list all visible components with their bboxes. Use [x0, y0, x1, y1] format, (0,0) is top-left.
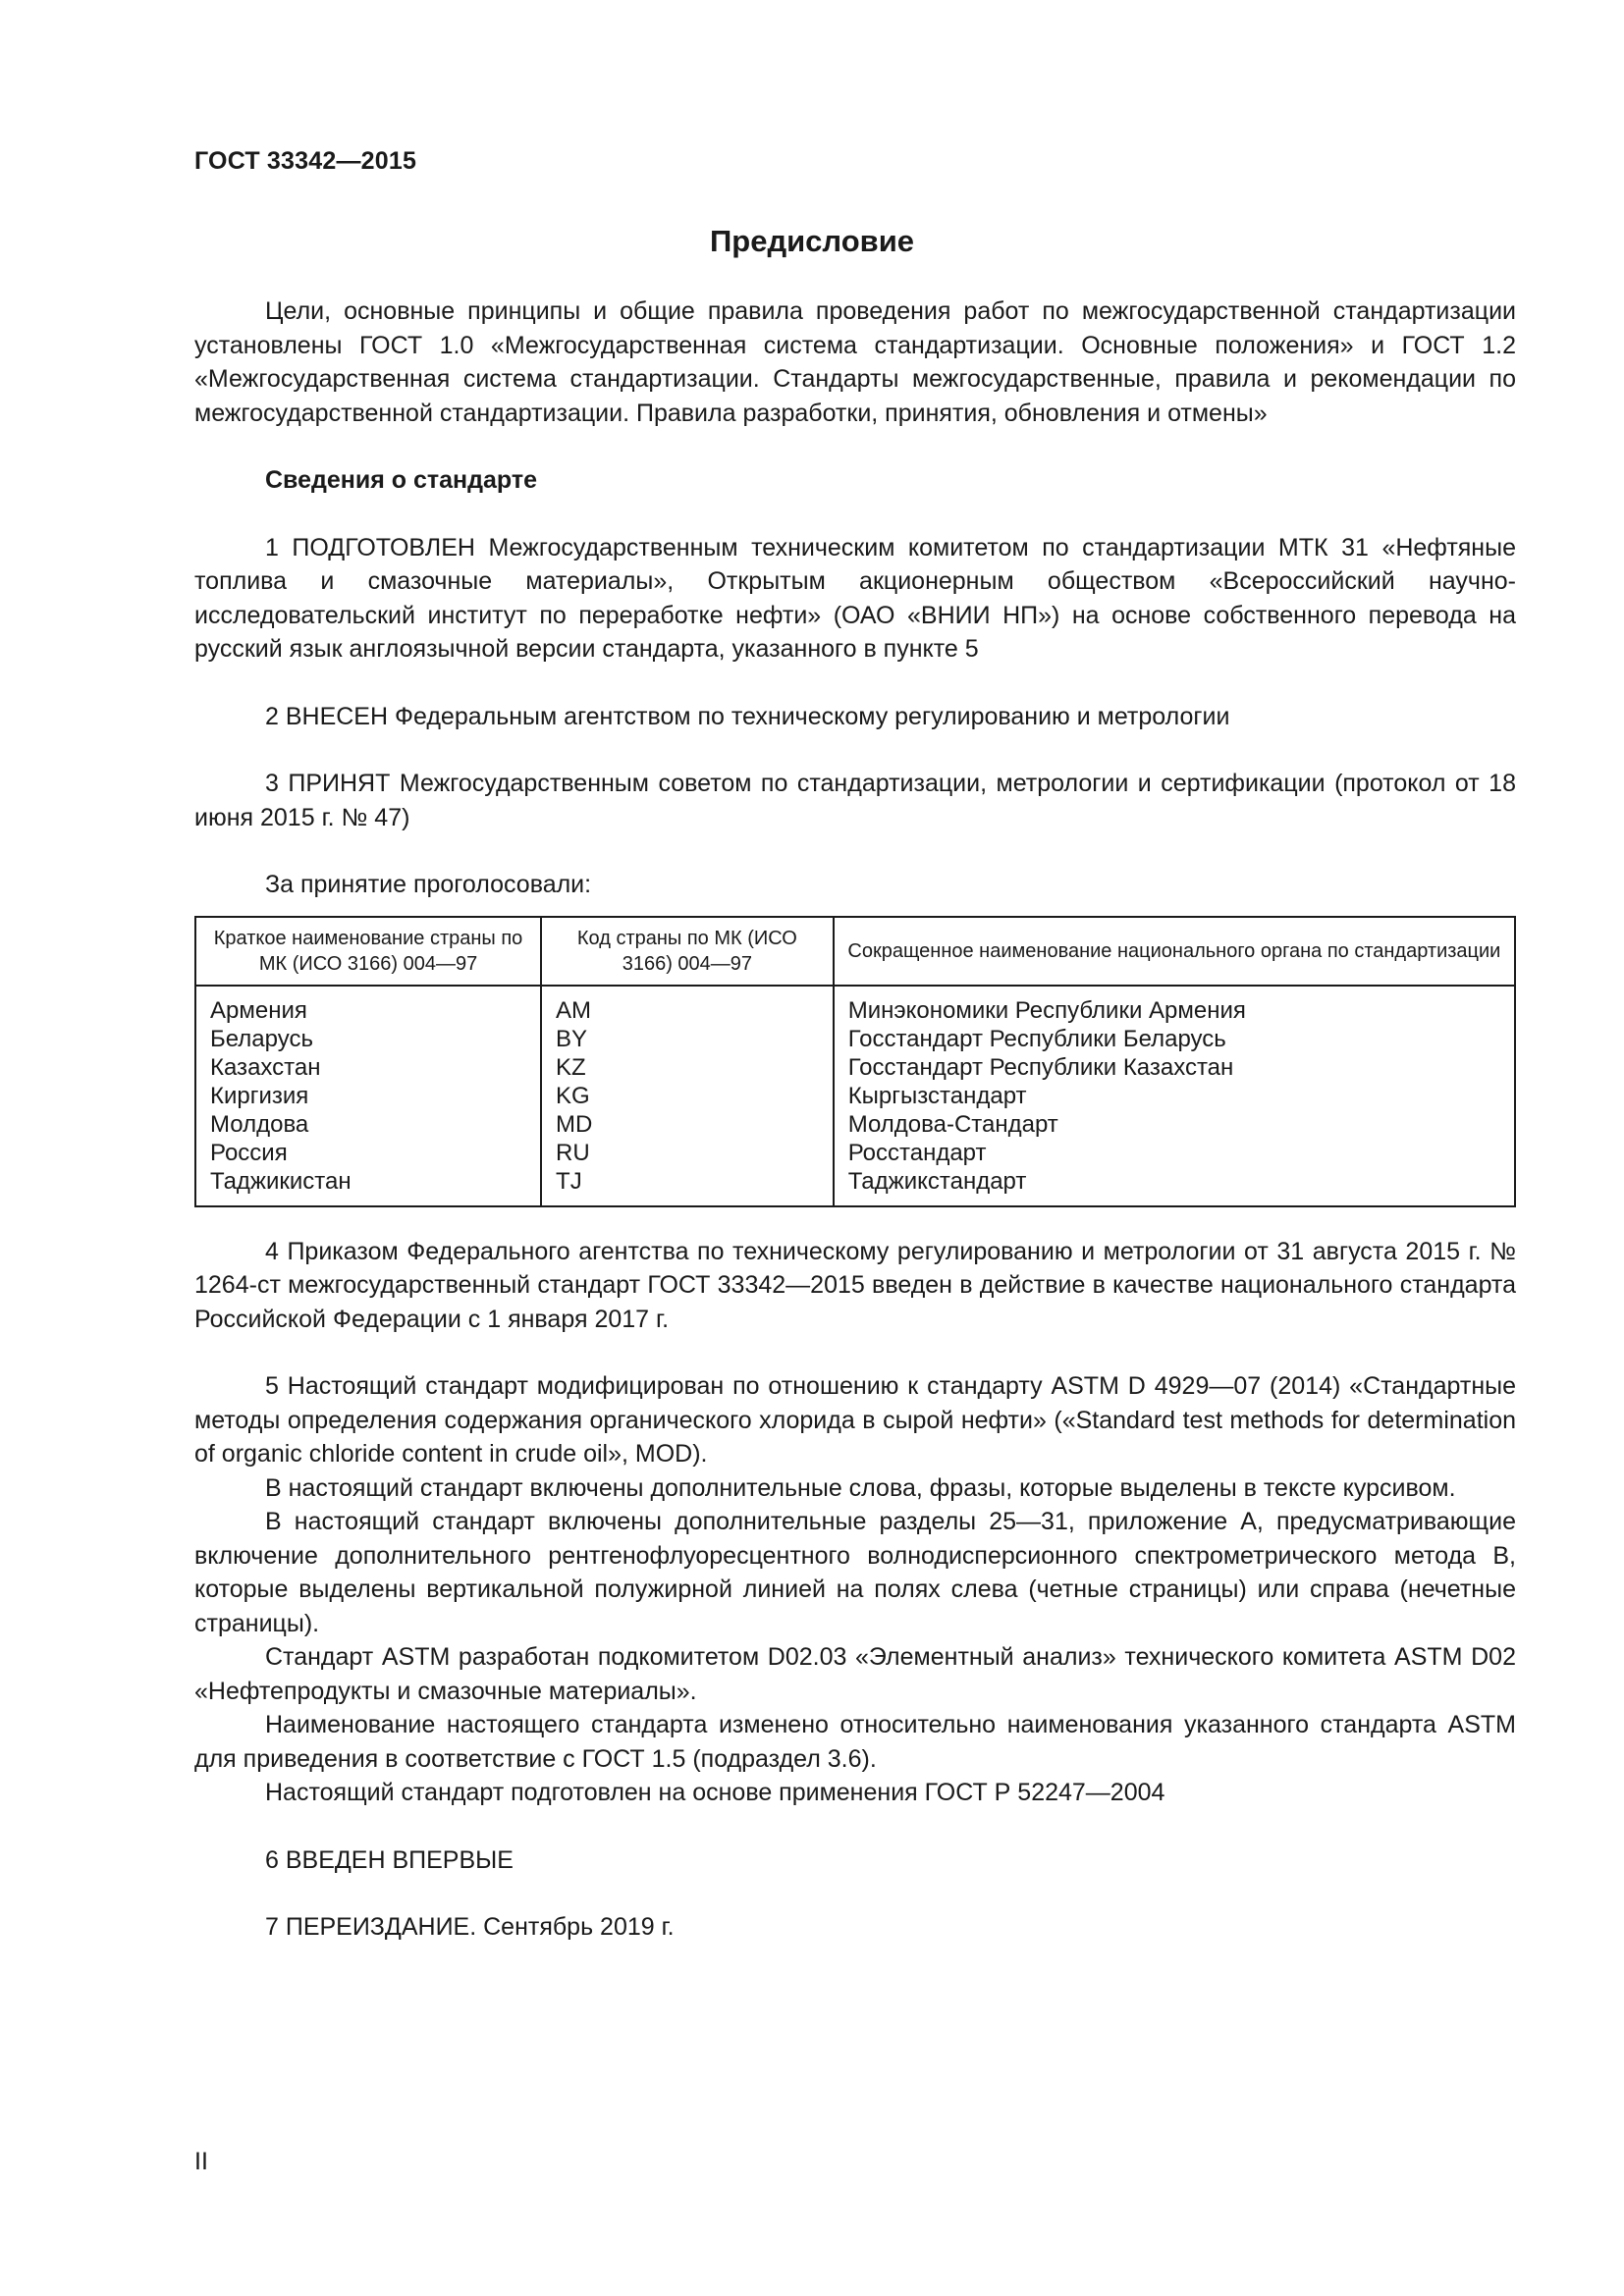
country-names-cell — [195, 986, 541, 1206]
table-cell: TJ — [556, 1167, 582, 1195]
item-5-name-change: Наименование настоящего стандарта изменено относительно наименования указанного стандарта ASTM для приведения в соответствие с ГОСТ 1.5 (подраздел 3.6). — [194, 1711, 1516, 1773]
item-1-prepared: 1 ПОДГОТОВЛЕН Межгосударственным техническим комитетом по стандартизации МТК 31 «Нефтяные топлива и смазочные материалы», Открытым акционерным обществом «Всероссийский научно-исследовательский институт по переработке нефти» (ОАО «ВНИИ НП») на основе собственного перевода на русский язык англоязычной версии стандарта, указанного в пункте 5 — [194, 533, 1516, 663]
item-5-astm-developer: Стандарт ASTM разработан подкомитетом D02.03 «Элементный анализ» технического комитета ASTM D02 «Нефтепродукты и смазочные материалы». — [194, 1643, 1516, 1705]
table-body-row — [195, 986, 1515, 1206]
voting-countries-table — [194, 916, 1516, 1207]
table-cell: Госстандарт Республики Казахстан — [847, 1053, 1234, 1081]
table-cell: Таджикистан — [210, 1167, 352, 1195]
table-cell: Таджикстандарт — [847, 1167, 1027, 1195]
table-cell: Киргизия — [210, 1082, 309, 1109]
item-7-reissue: 7 ПЕРЕИЗДАНИЕ. Сентябрь 2019 г. — [265, 1913, 675, 1941]
table-cell: BY — [556, 1025, 588, 1052]
item-3-adopted: 3 ПРИНЯТ Межгосударственным советом по стандартизации, метрологии и сертификации (протокол от 18 июня 2015 г. № 47) — [194, 770, 1516, 831]
item-4-order: 4 Приказом Федерального агентства по техническому регулированию и метрологии от 31 августа 2015 г. № 1264-ст межгосударственный стандарт ГОСТ 33342—2015 введен в действие в качестве национального стандарта Российской Федерации с 1 января 2017 г. — [194, 1237, 1516, 1333]
table-cell: Россия — [210, 1139, 288, 1166]
header-country-name: Краткое наименование страны по МК (ИСО 3166) 004—97 — [195, 917, 541, 986]
table-header-row — [195, 917, 1515, 986]
table-cell: MD — [556, 1110, 593, 1138]
page-number: II — [194, 2148, 208, 2175]
table-cell: AM — [556, 996, 592, 1024]
section-subheading: Сведения о стандарте — [265, 466, 538, 494]
table-cell: Минэкономики Республики Армения — [847, 996, 1246, 1024]
item-5-added-sections: В настоящий стандарт включены дополнительные разделы 25—31, приложение А, предусматривающие включение дополнительного рентгенофлуоресцентного волнодисперсионного спектрометрического метода В, которые выделены вертикальной полужирной линией на полях слева (четные страницы) или справа (нечетные страницы). — [194, 1508, 1516, 1637]
page-title: Предисловие — [709, 224, 914, 258]
table-cell: KZ — [556, 1053, 586, 1081]
table-cell: Беларусь — [210, 1025, 313, 1052]
item-5-basis: Настоящий стандарт подготовлен на основе применения ГОСТ Р 52247—2004 — [265, 1779, 1165, 1806]
table-cell: KG — [556, 1082, 590, 1109]
table-cell: Армения — [210, 996, 307, 1024]
table-cell: RU — [556, 1139, 590, 1166]
country-codes-cell — [541, 986, 834, 1206]
table-cell: Казахстан — [210, 1053, 321, 1081]
document-code-header: ГОСТ 33342—2015 — [194, 147, 417, 175]
national-bodies-cell — [834, 986, 1515, 1206]
intro-paragraph: Цели, основные принципы и общие правила проведения работ по межгосударственной стандартизации установлены ГОСТ 1.0 «Межгосударственная система стандартизации. Основные положения» и ГОСТ 1.2 «Межгосударственная система стандартизации. Стандарты межгосударственные, правила и рекомендации по межгосударственной стандартизации. Правила разработки, принятия, обновления и отмены» — [194, 297, 1516, 427]
item-6-first-introduced: 6 ВВЕДЕН ВПЕРВЫЕ — [265, 1845, 514, 1874]
vote-intro: За принятие проголосовали: — [265, 871, 592, 898]
header-national-body: Сокращенное наименование национального органа по стандартизации — [834, 917, 1515, 986]
table-cell: Молдова-Стандарт — [847, 1110, 1058, 1138]
item-5-modification: 5 Настоящий стандарт модифицирован по отношению к стандарту ASTM D 4929—07 (2014) «Стандартные методы определения содержания органического хлорида в сырой нефти» («Standard test methods for determination of organic chloride content in crude oil», MOD). — [194, 1372, 1516, 1468]
item-5-italic-note: В настоящий стандарт включены дополнительные слова, фразы, которые выделены в тексте курсивом. — [265, 1473, 1456, 1502]
item-2-introduced: 2 ВНЕСЕН Федеральным агентством по техническому регулированию и метрологии — [265, 702, 1230, 730]
table-cell: Росстандарт — [847, 1139, 987, 1166]
header-country-code: Код страны по МК (ИСО 3166) 004—97 — [541, 917, 834, 986]
table-cell: Молдова — [210, 1110, 309, 1138]
table-cell: Кыргызстандарт — [847, 1082, 1027, 1109]
table-cell: Госстандарт Республики Беларусь — [847, 1025, 1226, 1052]
document-body — [194, 294, 1516, 1945]
